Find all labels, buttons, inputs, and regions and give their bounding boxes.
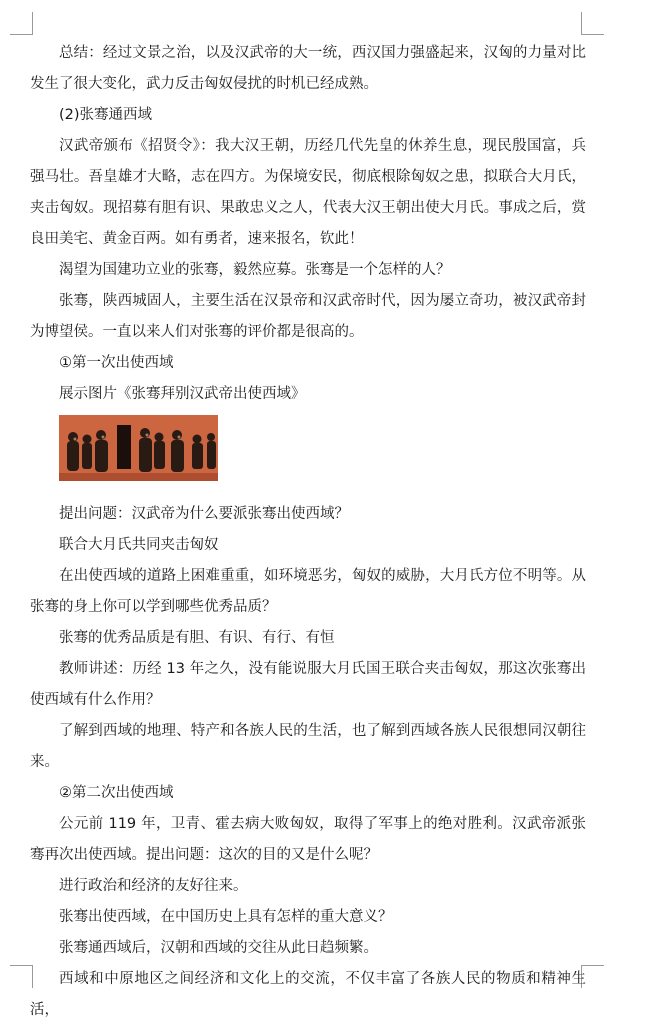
question-paragraph: 渴望为国建功立业的张骞，毅然应募。张骞是一个怎样的人？ (59, 262, 451, 278)
effect-answer: 了解到西域的地理、特产和各族人民的生活，也了解到西域各族人民很想同汉朝往来。 (30, 723, 586, 770)
significance-question: 张骞出使西域，在中国历史上具有怎样的重大意义？ (59, 909, 393, 925)
summary-paragraph: 总结：经过文景之治，以及汉武帝的大一统，西汉国力强盛起来，汉匈的力量对比发生了很大变化，武力反击匈奴侵扰的时机已经成熟。 (30, 45, 586, 92)
question-why-send: 提出问题：汉武帝为什么要派张骞出使西域？ (59, 506, 349, 522)
qualities-answer: 张骞的优秀品质是有胆、有识、有行、有恒 (59, 630, 335, 646)
document-body (30, 38, 586, 1026)
crop-mark-top-left (10, 12, 33, 35)
decree-paragraph: 汉武帝颁布《招贤令》：我大汉王朝，历经几代先皇的休养生息，现民殷国富，兵强马壮。吾皇雄才大略，志在四方。为保境安民，彻底根除匈奴之患，拟联合大月氏，夹击匈奴。现招募有胆有识、果敢忠义之人，代表大汉王朝出使大月氏。事成之后，赏良田美宅、黄金百两。如有勇者，速来报名，钦此！ (30, 138, 586, 247)
subheading-first-mission: ①第一次出使西域 (59, 355, 174, 371)
section-heading-zhangqian: (2)张骞通西域 (59, 107, 153, 123)
show-picture-line: 展示图片《张骞拜别汉武帝出使西域》 (59, 386, 306, 402)
crop-mark-top-right (581, 12, 604, 35)
biography-paragraph: 张骞，陕西城固人，主要生活在汉景帝和汉武帝时代，因为屡立奇功，被汉武帝封为博望侯。一直以来人们对张骞的评价都是很高的。 (30, 293, 586, 340)
figure-container (30, 410, 586, 499)
purpose-answer: 进行政治和经济的友好往来。 (59, 878, 248, 894)
answer-alliance: 联合大月氏共同夹击匈奴 (59, 537, 219, 553)
exchange-paragraph: 张骞通西域后，汉朝和西域的交往从此日趋频繁。 (59, 940, 378, 956)
subheading-second-mission: ②第二次出使西域 (59, 785, 174, 801)
difficulties-paragraph: 在出使西域的道路上困难重重，如环境恶劣，匈奴的威胁，大月氏方位不明等。从张骞的身上你可以学到哪些优秀品质？ (30, 568, 586, 615)
teacher-narration: 教师讲述：历经 13 年之久，没有能说服大月氏国王联合夹击匈奴，那这次张骞出使西域有什么作用？ (30, 661, 586, 708)
second-mission-paragraph: 公元前 119 年，卫青、霍去病大败匈奴，取得了军事上的绝对胜利。汉武帝派张骞再次出使西域。提出问题：这次的目的又是什么呢？ (30, 816, 586, 863)
culture-paragraph: 西域和中原地区之间经济和文化上的交流，不仅丰富了各族人民的物质和精神生活， (30, 971, 586, 1018)
mural-painting-icon (59, 415, 218, 481)
